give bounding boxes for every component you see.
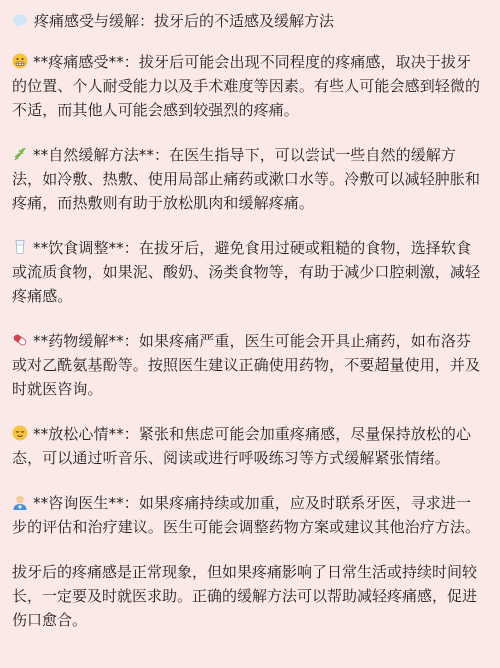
section-diet-adjustment [12,236,486,308]
section-relax-mood [12,422,486,470]
section-text: **饮食调整**：在拔牙后，避免食用过硬或粗糙的食物，选择软食或流质食物，如果泥、酸奶、汤类食物等，有助于减少口腔刺激，减轻疼痛感。 [12,239,481,305]
section-text: **自然缓解方法**：在医生指导下，可以尝试一些自然的缓解方法，如冷敷、热敷、使用局部止痛药或漱口水等。冷敷可以减轻肿胀和疼痛，而热敷则有助于放松肌肉和缓解疼痛。 [12,146,481,212]
grimacing-face-icon [12,53,28,69]
pill-icon [12,332,28,348]
section-natural-relief [12,143,486,215]
closing-paragraph: 拔牙后的疼痛感是正常现象，但如果疼痛影响了日常生活或持续时间较长，一定要及时就医求助。正确的缓解方法可以帮助减轻疼痛感，促进伤口愈合。 [12,563,478,629]
section-text: **疼痛感受**：拔牙后可能会出现不同程度的疼痛感，取决于拔牙的位置、个人耐受能力以及手术难度等因素。有些人可能会感到轻微的不适，而其他人可能会感到较强烈的疼痛。 [12,53,481,119]
article-title-row [12,10,486,32]
section-medication-relief [12,329,486,401]
section-text: **咨询医生**：如果疼痛持续或加重，应及时联系牙医，寻求进一步的评估和治疗建议。医生可能会调整药物方案或建议其他治疗方法。 [12,494,481,536]
relieved-face-icon [12,425,28,441]
milk-glass-icon [12,239,28,255]
section-consult-doctor [12,491,486,539]
section-text: **药物缓解**：如果疼痛严重，医生可能会开具止痛药，如布洛芬或对乙酰氨基酚等。按照医生建议正确使用药物，不要超量使用，并及时就医咨询。 [12,332,481,398]
health-worker-icon [12,494,28,510]
speech-bubble-icon [12,13,28,29]
article-title: 疼痛感受与缓解：拔牙后的不适感及缓解方法 [34,12,335,30]
herb-icon [12,146,28,162]
section-pain-feeling [12,50,486,122]
section-text: **放松心情**：紧张和焦虑可能会加重疼痛感，尽量保持放松的心态，可以通过听音乐、阅读或进行呼吸练习等方式缓解紧张情绪。 [12,425,472,467]
